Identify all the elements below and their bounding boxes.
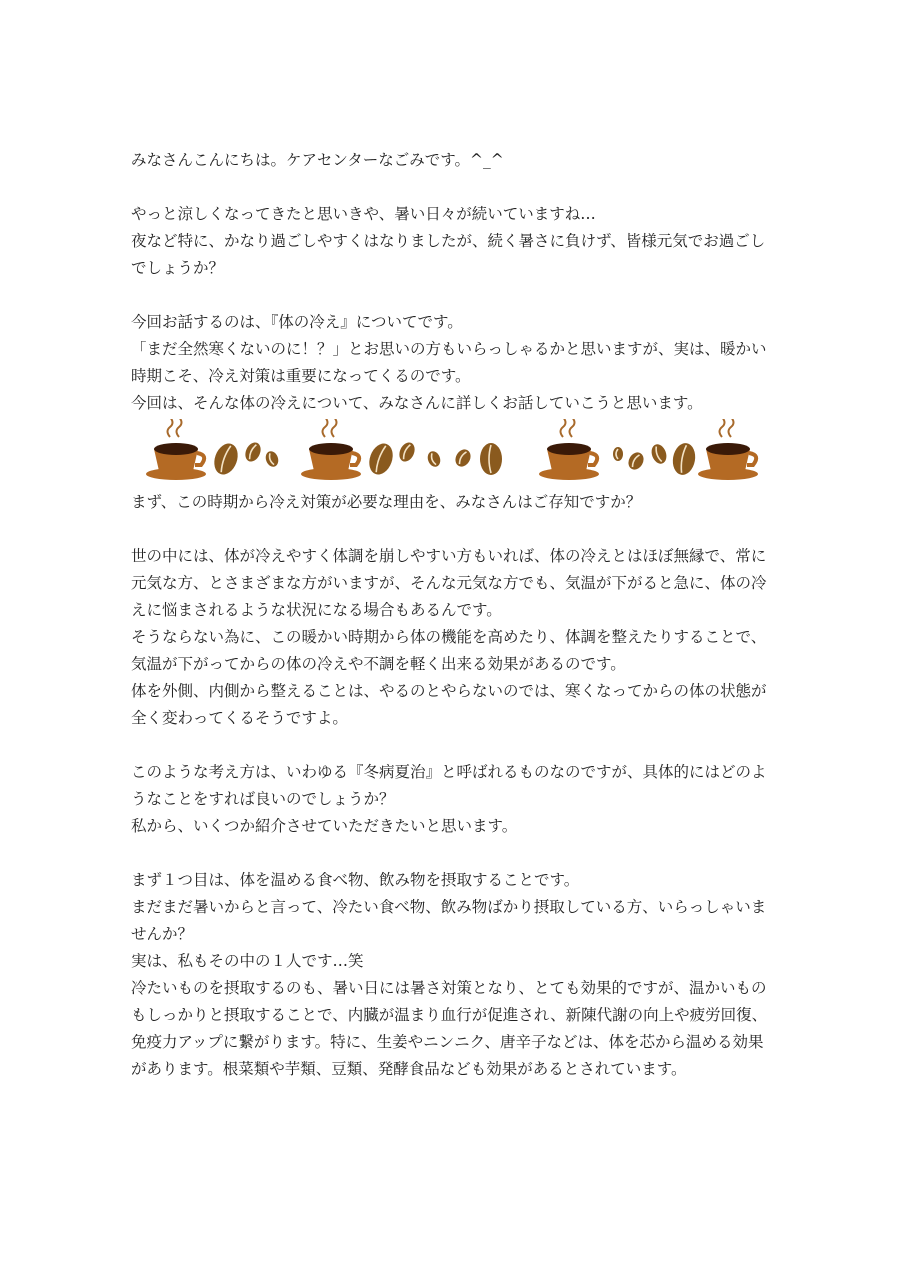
coffee-bean-icon [670,441,697,476]
coffee-bean-icon [365,440,397,478]
text-line: 体を外側、内側から整えることは、やるのとやらないのでは、寒くなってからの体の状態が [131,682,767,700]
blank-line [131,732,781,759]
document-body [131,147,781,1083]
text-line: 気温が下がってからの体の冷えや不調を軽く出来る効果があるのです。 [131,655,626,673]
text-line: でしょうか？ [131,259,225,277]
coffee-bean-icon [480,443,502,475]
text-line: 私から、いくつか紹介させていただきたいと思います。 [131,817,518,835]
text-line: まず、この時期から冷え対策が必要な理由を、みなさんはご存知ですか？ [131,493,642,511]
intro-section [131,147,781,417]
coffee-cup-icon [698,419,758,480]
text-line: 全く変わってくるそうですよ。 [131,709,348,727]
coffee-cup-icon [301,419,361,480]
text-line: 今回お話するのは、『体の冷え』についてです。 [131,313,463,331]
text-line: そうならない為に、この暖かい時期から体の機能を高めたり、体調を整えたりすることで、 [131,628,767,646]
blank-line [131,174,781,201]
text-line: 冷たいものを摂取するのも、暑い日には暑さ対策となり、とても効果的ですが、温かいもの [131,979,767,997]
coffee-bean-icon [625,450,646,473]
coffee-bean-icon [396,440,417,464]
text-line: もしっかりと摂取することで、内臓が温まり血行が促進され、新陳代謝の向上や疲労回復、 [131,1006,768,1024]
coffee-bean-icon [426,449,443,468]
coffee-cup-icon [539,419,599,480]
coffee-bean-icon [210,440,242,478]
blank-line [131,282,781,309]
text-line: 世の中には、体が冷えやすく体調を崩しやすい方もいれば、体の冷えとはほぼ無縁で、常に [131,547,767,565]
text-line: せんか？ [131,925,194,943]
coffee-bean-icon [613,447,623,461]
text-line: 夜など特に、かなり過ごしやすくはなりましたが、続く暑さに負けず、皆様元気でお過ごし [131,232,766,250]
text-line: えに悩まされるような状況になる場合もあるんです。 [131,601,502,619]
text-line: 今回は、そんな体の冷えについて、みなさんに詳しくお話していこうと思います。 [131,394,703,412]
coffee-bean-icon [649,442,669,466]
text-line: 免疫力アップに繋がります。特に、生姜やニンニク、唐辛子などは、体を芯から温める効果 [131,1033,764,1051]
text-line: 元気な方、とさまざまな方がいますが、そんな元気な方でも、気温が下がると急に、体の冷 [131,574,767,592]
coffee-bean-icon [264,449,281,468]
coffee-bean-icon [452,447,473,470]
text-line: やっと涼しくなってきたと思いきや、暑い日々が続いていますね… [131,205,596,223]
coffee-cup-icon [146,419,206,480]
coffee-banner-graphic [131,419,781,489]
text-line: このような考え方は、いわゆる『冬病夏治』と呼ばれるものなのですが、具体的にはどのよ [131,763,767,781]
text-line: 実は、私もその中の１人です…笑 [131,952,364,970]
text-line: まず１つ目は、体を温める食べ物、飲み物を摂取することです。 [131,871,580,889]
text-line: 「まだ全然寒くないのに！？」とお思いの方もいらっしゃるかと思いますが、実は、暖かい [131,340,767,358]
coffee-bean-icon [242,440,263,464]
blank-line [131,516,781,543]
text-line: まだまだ暑いからと言って、冷たい食べ物、飲み物ばかり摂取している方、いらっしゃいま [131,898,767,916]
text-line: うなことをすれば良いのでしょうか？ [131,790,395,808]
main-section [131,489,781,1083]
blank-line [131,840,781,867]
text-line: みなさんこんにちは。ケアセンターなごみです。^_^ [131,151,504,169]
text-line: があります。根菜類や芋類、豆類、発酵食品なども効果があるとされています。 [131,1060,687,1078]
text-line: 時期こそ、冷え対策は重要になってくるのです。 [131,367,471,385]
coffee-banner [131,419,781,489]
